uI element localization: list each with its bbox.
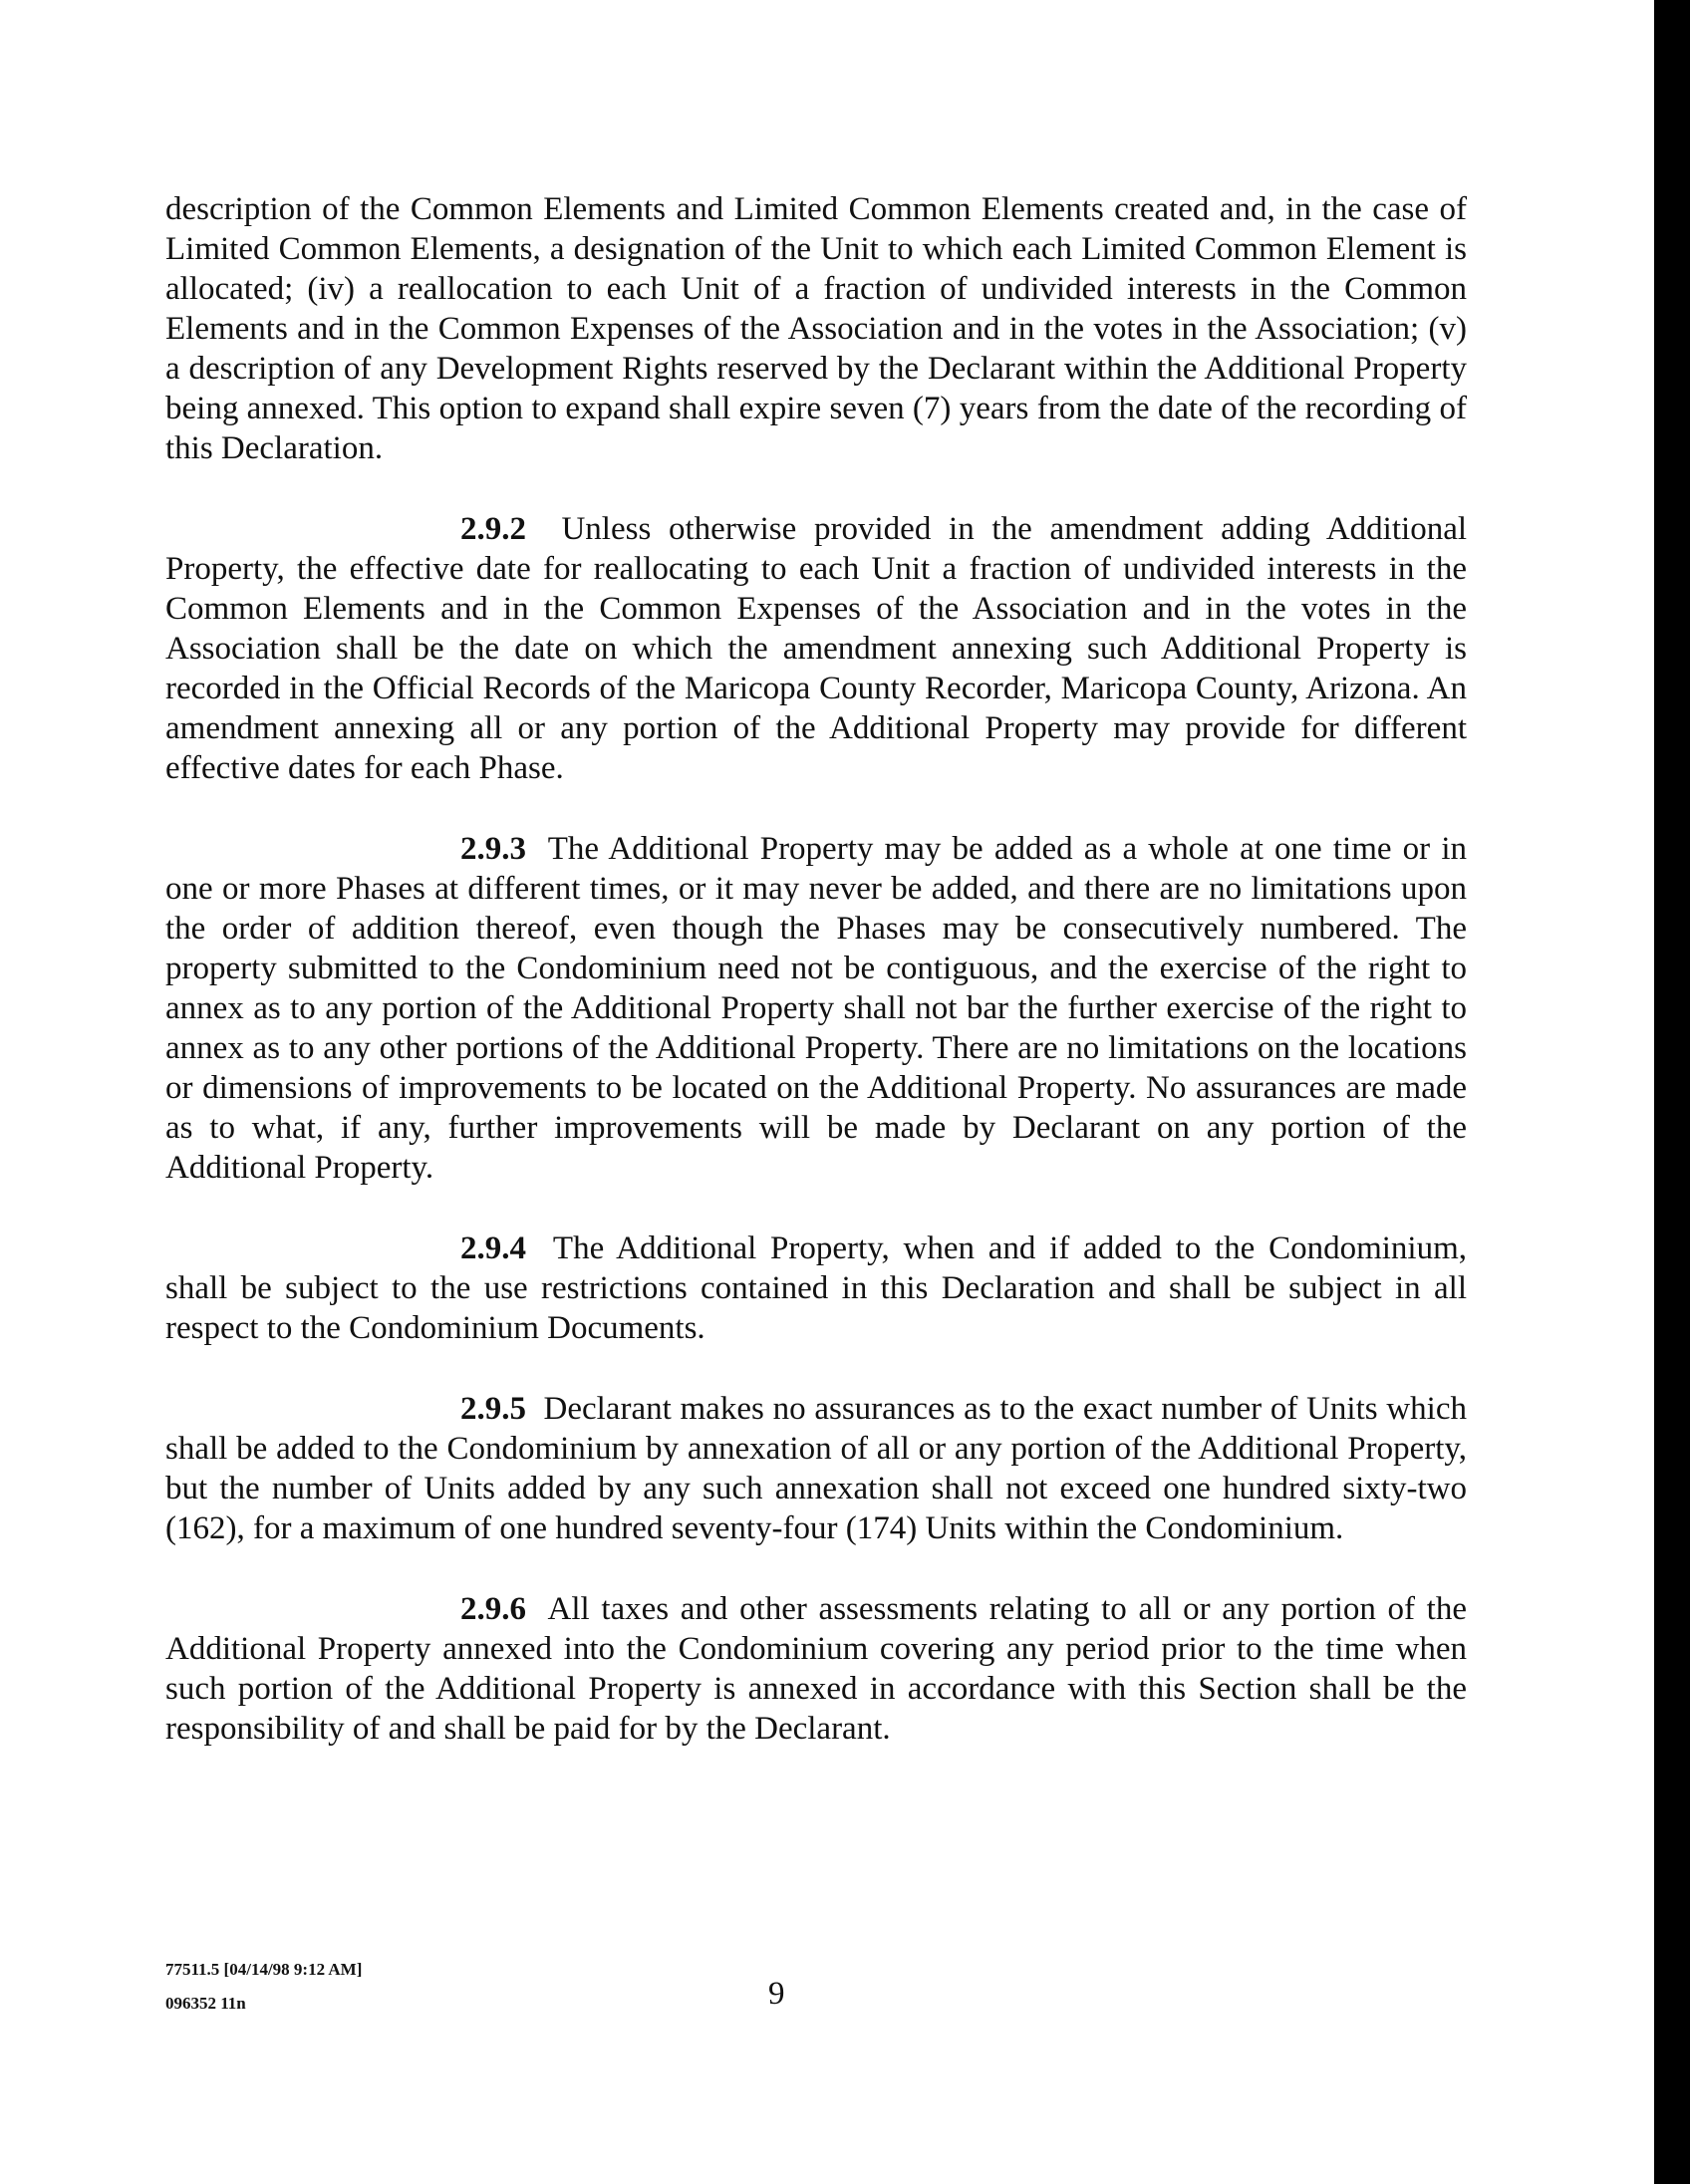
paragraph-text: All taxes and other assessments relating to all or any portion of the Additional Property annexed into the Condominium covering any period prior to the time when such portion of the Additional Property is annexed in accordance with this Section shall be the responsibility of and shall be paid for by the Declarant. xyxy=(165,1591,1467,1747)
section-number: 2.9.4 xyxy=(460,1230,526,1266)
paragraph-2-9-3 xyxy=(165,829,1467,1188)
paragraph-2-9-6 xyxy=(165,1589,1467,1749)
page-number: 9 xyxy=(768,1976,785,2012)
section-number: 2.9.6 xyxy=(460,1591,526,1627)
section-number: 2.9.3 xyxy=(460,831,526,867)
paragraph-text: Unless otherwise provided in the amendment adding Additional Property, the effective date for reallocating to each Unit a fraction of undivided interests in the Common Elements and in the Common Expenses of the Association and in the votes in the Association shall be the date on which the amendment annexing such Additional Property is recorded in the Official Records of the Maricopa County Recorder, Maricopa County, Arizona. An amendment annexing all or any portion of the Additional Property may provide for different effective dates for each Phase. xyxy=(165,511,1468,786)
section-number: 2.9.5 xyxy=(460,1391,526,1427)
section-number: 2.9.2 xyxy=(460,511,526,547)
paragraph-text: The Additional Property may be added as a whole at one time or in one or more Phases at different times, or it may never be added, and there are no limitations upon the order of addition thereof, even though the Phases may be consecutively numbered. The property submitted to the Condominium need not be contiguous, and the exercise of the right to annex as to any portion of the Additional Property shall not bar the further exercise of the right to annex as to any other portions of the Additional Property. There are no limitations on the locations or dimensions of improvements to be located on the Additional Property. No assurances are made as to what, if any, further improvements will be made by Declarant on any portion of the Additional Property. xyxy=(165,831,1467,1186)
paragraph-2-9-4 xyxy=(165,1228,1467,1348)
footer-doc-info xyxy=(165,1953,362,2021)
paragraph-text: Declarant makes no assurances as to the exact number of Units which shall be added to the Condominium by annexation of all or any portion of the Additional Property, but the number of Units added by any such annexation shall not exceed one hundred sixty-two (162), for a maximum of one hundred seventy-four (174) Units within the Condominium. xyxy=(165,1391,1467,1546)
document-body xyxy=(165,189,1467,1789)
page-footer xyxy=(165,1953,1467,2033)
paragraph-text: The Additional Property, when and if added to the Condominium, shall be subject to the use restrictions contained in this Declaration and shall be subject in all respect to the Condominium Documents. xyxy=(165,1230,1468,1346)
paragraph-continuation xyxy=(165,189,1467,468)
paragraph-text: description of the Common Elements and Limited Common Elements created and, in the case of Limited Common Elements, a designation of the Unit to which each Limited Common Element is allocated; (iv) a reallocation to each Unit of a fraction of undivided interests in the Common Elements and in the Common Expenses of the Association and in the votes in the Association; (v) a description of any Development Rights reserved by the Declarant within the Additional Property being annexed. This option to expand shall expire seven (7) years from the date of the recording of this Declaration. xyxy=(165,191,1467,466)
scan-edge-bar xyxy=(1654,0,1690,2184)
footer-doc-id: 77511.5 [04/14/98 9:12 AM] xyxy=(165,1960,363,1979)
paragraph-2-9-5 xyxy=(165,1389,1467,1548)
footer-file-code: 096352 11n xyxy=(165,1994,246,2013)
paragraph-2-9-2 xyxy=(165,509,1467,788)
